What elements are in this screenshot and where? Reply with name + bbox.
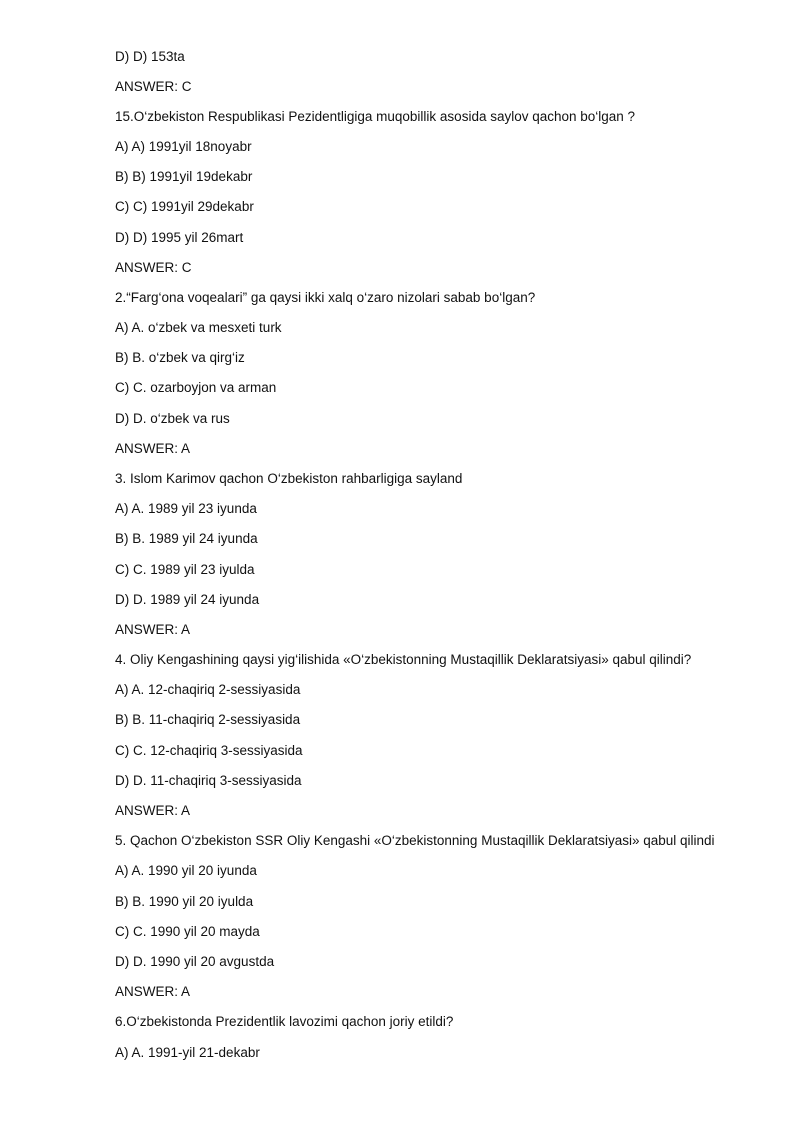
option-a: A) A. o‘zbek va mesxeti turk xyxy=(115,320,282,335)
question-4: 4. Oliy Kengashining qaysi yig‘ilishida «O‘zbekistonning Mustaqillik Deklaratsiyasi» qabul qilindi? xyxy=(115,652,692,667)
option-a: A) A) 1991yil 18noyabr xyxy=(115,139,252,154)
answer-line: ANSWER: A xyxy=(115,984,191,999)
question-2: 2.“Farg‘ona voqealari” ga qaysi ikki xalq o‘zaro nizolari sabab bo‘lgan? xyxy=(115,290,536,305)
option-b: B) B. 1989 yil 24 iyunda xyxy=(115,531,258,546)
answer-line: ANSWER: A xyxy=(115,803,191,818)
option-b: B) B. 11-chaqiriq 2-sessiyasida xyxy=(115,712,301,727)
option-a: A) A. 1991-yil 21-dekabr xyxy=(115,1045,260,1060)
option-a: A) A. 12-chaqiriq 2-sessiyasida xyxy=(115,682,301,697)
option-c: C) C. 12-chaqiriq 3-sessiyasida xyxy=(115,743,303,758)
option-b: B) B. o‘zbek va qirg‘iz xyxy=(115,350,245,365)
option-d: D) D) 1995 yil 26mart xyxy=(115,230,244,245)
option-a: A) A. 1989 yil 23 iyunda xyxy=(115,501,257,516)
option-b: B) B) 1991yil 19dekabr xyxy=(115,169,253,184)
option-b: B) B. 1990 yil 20 iyulda xyxy=(115,894,254,909)
answer-line: ANSWER: A xyxy=(115,622,191,637)
answer-line: ANSWER: C xyxy=(115,79,192,94)
option-d: D) D. 1990 yil 20 avgustda xyxy=(115,954,275,969)
question-3: 3. Islom Karimov qachon O‘zbekiston rahbarligiga sayland xyxy=(115,471,463,486)
option-a: A) A. 1990 yil 20 iyunda xyxy=(115,863,257,878)
option-c: C) C. 1990 yil 20 mayda xyxy=(115,924,260,939)
option-d: D) D. o‘zbek va rus xyxy=(115,411,230,426)
option-c: C) C. 1989 yil 23 iyulda xyxy=(115,562,255,577)
option-d: D) D) 153ta xyxy=(115,49,185,64)
option-d: D) D. 1989 yil 24 iyunda xyxy=(115,592,260,607)
question-5: 5. Qachon O‘zbekiston SSR Oliy Kengashi «O‘zbekistonning Mustaqillik Deklaratsiyasi» qabul qilindi xyxy=(115,833,715,848)
question-6: 6.O‘zbekistonda Prezidentlik lavozimi qachon joriy etildi? xyxy=(115,1014,454,1029)
option-d: D) D. 11-chaqiriq 3-sessiyasida xyxy=(115,773,302,788)
option-c: C) C) 1991yil 29dekabr xyxy=(115,199,254,214)
question-15: 15.O‘zbekiston Respublikasi Pezidentligiga muqobillik asosida saylov qachon bo‘lgan ? xyxy=(115,109,636,124)
answer-line: ANSWER: A xyxy=(115,441,191,456)
answer-line: ANSWER: C xyxy=(115,260,192,275)
option-c: C) C. ozarboyjon va arman xyxy=(115,380,277,395)
